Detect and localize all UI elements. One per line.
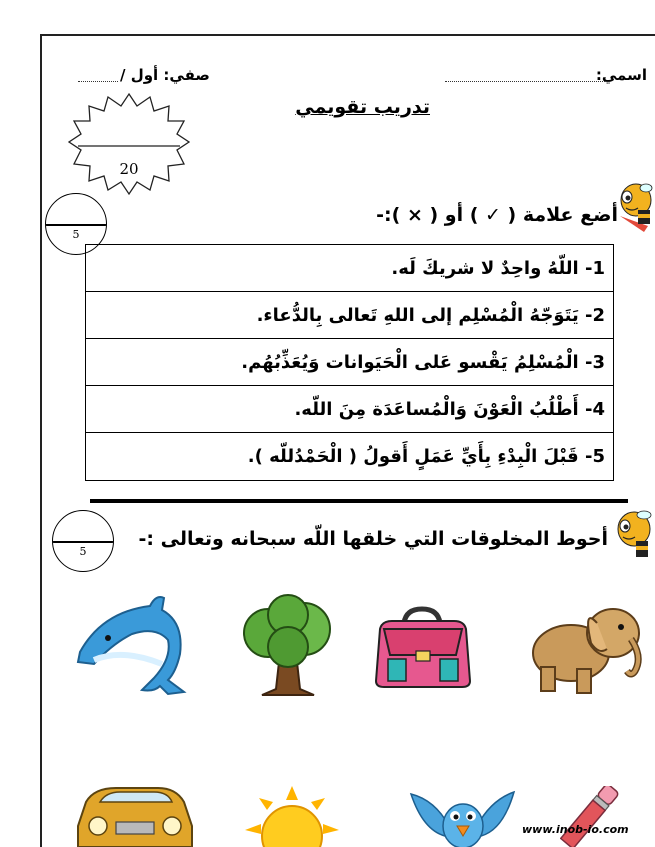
total-score-badge <box>68 92 190 196</box>
elephant-image[interactable] <box>527 597 645 700</box>
total-score-value: 20 <box>119 160 139 178</box>
statement-row[interactable] <box>86 386 613 433</box>
statement-text: 4- أَطْلُبُ الْعَوْنَ وَالْمُساعَدَة مِنَ اللّه. <box>294 398 605 420</box>
dolphin-image[interactable] <box>72 592 194 700</box>
statement-text: 5- قَبْلَ الْبِدْءِ بِأَيِّ عَمَلٍ أَقولُ ( الْحَمْدُللّه ). <box>247 446 605 467</box>
statement-row[interactable] <box>86 245 613 292</box>
pencil-image[interactable] <box>560 786 620 847</box>
bird-image[interactable] <box>405 786 520 847</box>
page-title: تدريب تقويمي <box>295 96 430 118</box>
section1-instruction: أضع علامة ( ✓ ) أو ( × ):- <box>376 204 618 226</box>
page-frame-top <box>40 34 655 36</box>
statement-row[interactable] <box>86 292 613 339</box>
school-bag-image[interactable] <box>370 605 476 691</box>
name-field[interactable] <box>445 80 605 82</box>
statement-text: 1- اللّهُ واحِدٌ لا شريكَ لَه. <box>391 257 605 279</box>
section1-score-value: 5 <box>72 228 80 241</box>
class-label: صفي: أول / <box>120 66 210 84</box>
section2-score-value: 5 <box>79 545 87 558</box>
star-badge-shape <box>69 94 189 194</box>
statements-table <box>85 244 614 481</box>
class-field[interactable] <box>78 80 118 82</box>
statement-text: 2- يَتَوَجّهُ الْمُسْلِم إلى اللهِ تَعالى بِالدُّعاء. <box>256 304 605 326</box>
name-label: اسمي: <box>595 66 647 84</box>
car-image[interactable] <box>72 786 200 847</box>
statement-row[interactable] <box>86 339 613 386</box>
tree-image[interactable] <box>238 593 338 699</box>
bee-icon <box>610 503 655 565</box>
section-divider <box>90 499 628 503</box>
watermark-url: www.inob-io.com <box>522 823 629 836</box>
section2-instruction: أحوط المخلوقات التي خلقها اللّه سبحانه وتعالى :- <box>138 528 608 550</box>
sun-image[interactable] <box>245 786 339 847</box>
section2-score-circle <box>52 510 114 572</box>
bee-icon <box>614 176 655 238</box>
statement-row[interactable] <box>86 433 613 480</box>
statement-text: 3- الْمُسْلِمُ يَقْسو عَلى الْحَيَوانات وَيُعَذِّبُهُم. <box>241 351 605 373</box>
page-frame-left <box>40 34 42 847</box>
